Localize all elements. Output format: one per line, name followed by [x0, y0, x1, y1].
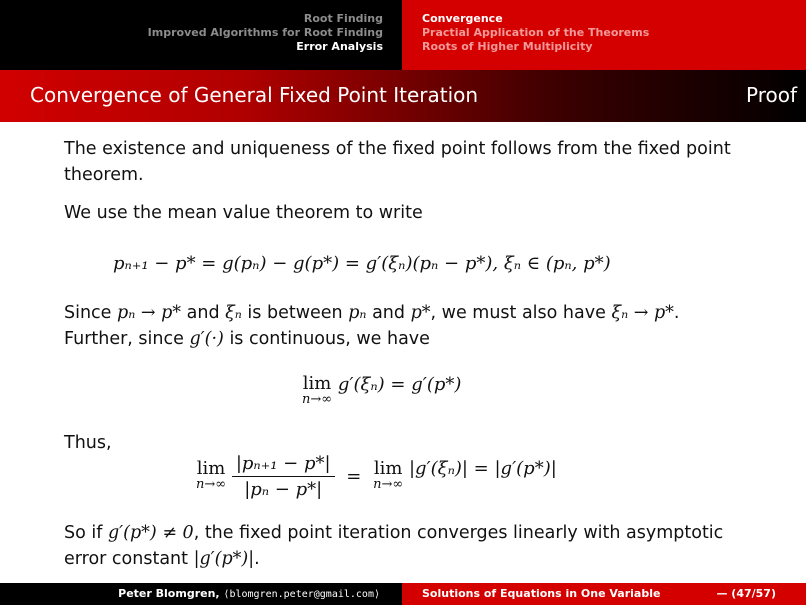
text-between: is between [241, 303, 349, 323]
equals-sign: = [346, 466, 362, 487]
footer-author [118, 587, 380, 600]
math-abs-gprime: |g′(p*)| [193, 549, 255, 569]
math-gprime: g′(·) [189, 329, 224, 349]
equation-mean-value [113, 253, 611, 274]
slide-body [64, 136, 764, 226]
nav-section-error-analysis[interactable]: Error Analysis [296, 40, 383, 53]
text-further-since: Further, since [64, 329, 190, 349]
text-since: Since [64, 303, 118, 323]
equation-error-constant-rhs: |g′(ξₙ)| = |g′(p*)| [408, 458, 557, 479]
frame-tag: Proof [745, 83, 797, 107]
fraction-numerator: |pₙ₊₁ − p*| [232, 453, 335, 477]
equation-mean-value-text: pₙ₊₁ − p* = g(pₙ) − g(p*) = g′(ξₙ)(pₙ − p*), ξₙ ∈ (pₙ, p*) [113, 253, 611, 274]
limit-operator [302, 373, 333, 408]
nav-subsection-higher-multiplicity[interactable]: Roots of Higher Multiplicity [422, 40, 593, 53]
text-so-if: So if [64, 523, 108, 543]
nav-subsection-practical-application[interactable]: Practial Application of the Theorems [422, 26, 650, 39]
paragraph-since [64, 300, 764, 326]
paragraph-mean-value-theorem: We use the mean value theorem to write [64, 203, 423, 223]
limit-operator-right [373, 457, 404, 493]
footer-page-number: — (47/57) [716, 587, 776, 600]
limit-operator-left [196, 457, 227, 493]
limit-word-right: lim [373, 457, 403, 479]
footer-title-area [402, 583, 806, 605]
math-xin-to-pstar: ξₙ → p* [611, 303, 674, 323]
nav-sections [0, 0, 402, 70]
text-and: and [181, 303, 226, 323]
text-period: . [673, 303, 680, 323]
nav-section-improved-algorithms[interactable]: Improved Algorithms for Root Finding [147, 26, 383, 39]
limit-word-left: lim [196, 457, 226, 479]
nav-subsections [402, 0, 806, 70]
text-converges-linearly: , the fixed point iteration converges linearly with asymptotic error constant [64, 523, 724, 569]
math-pn-to-pstar: pₙ → p* [117, 303, 182, 323]
math-gprime-neq-zero: g′(p*) ≠ 0 [107, 523, 194, 543]
paragraph-convergence-argument [64, 300, 764, 352]
text-is-continuous: is continuous, we have [223, 329, 430, 349]
fraction-denominator: |pₙ − p*| [244, 479, 323, 500]
paragraph-so-if [64, 520, 764, 572]
limit-word: lim [302, 373, 332, 394]
equation-limit-gprime-rhs: g′(ξₙ) = g′(p*) [337, 373, 462, 395]
math-pstar: p* [410, 303, 431, 323]
error-ratio-fraction [232, 453, 335, 500]
author-email: ⟨blomgren.peter@gmail.com⟩ [223, 589, 380, 600]
paragraph-conclusion [64, 520, 764, 572]
footer-bar [0, 583, 806, 605]
frame-title: Convergence of General Fixed Point Iteration [30, 83, 479, 107]
equation-limit-gprime [302, 373, 462, 408]
math-xin: ξₙ [225, 303, 242, 323]
paragraph-further [64, 326, 764, 352]
frame-title-bar [0, 70, 806, 122]
paragraph-fixed-point-theorem: The existence and uniqueness of the fixed point follows from the fixed point theorem. [64, 139, 731, 185]
footer-author-area [0, 583, 402, 605]
nav-section-root-finding[interactable]: Root Finding [303, 12, 383, 25]
text-and-2: and [366, 303, 411, 323]
equation-error-constant [196, 453, 557, 500]
math-pn: pₙ [348, 303, 367, 323]
limit-subscript-right: n→∞ [373, 476, 404, 492]
paragraph-thus: Thus, [64, 433, 112, 453]
author-name: Peter Blomgren, [118, 587, 220, 600]
limit-subscript: n→∞ [302, 392, 333, 407]
text-final-period: . [254, 549, 260, 569]
footer-short-title[interactable]: Solutions of Equations in One Variable [422, 587, 661, 600]
nav-subsection-convergence[interactable]: Convergence [422, 12, 503, 25]
limit-subscript-left: n→∞ [196, 476, 227, 492]
header-navigation [0, 0, 806, 70]
text-must-have: , we must also have [430, 303, 612, 323]
